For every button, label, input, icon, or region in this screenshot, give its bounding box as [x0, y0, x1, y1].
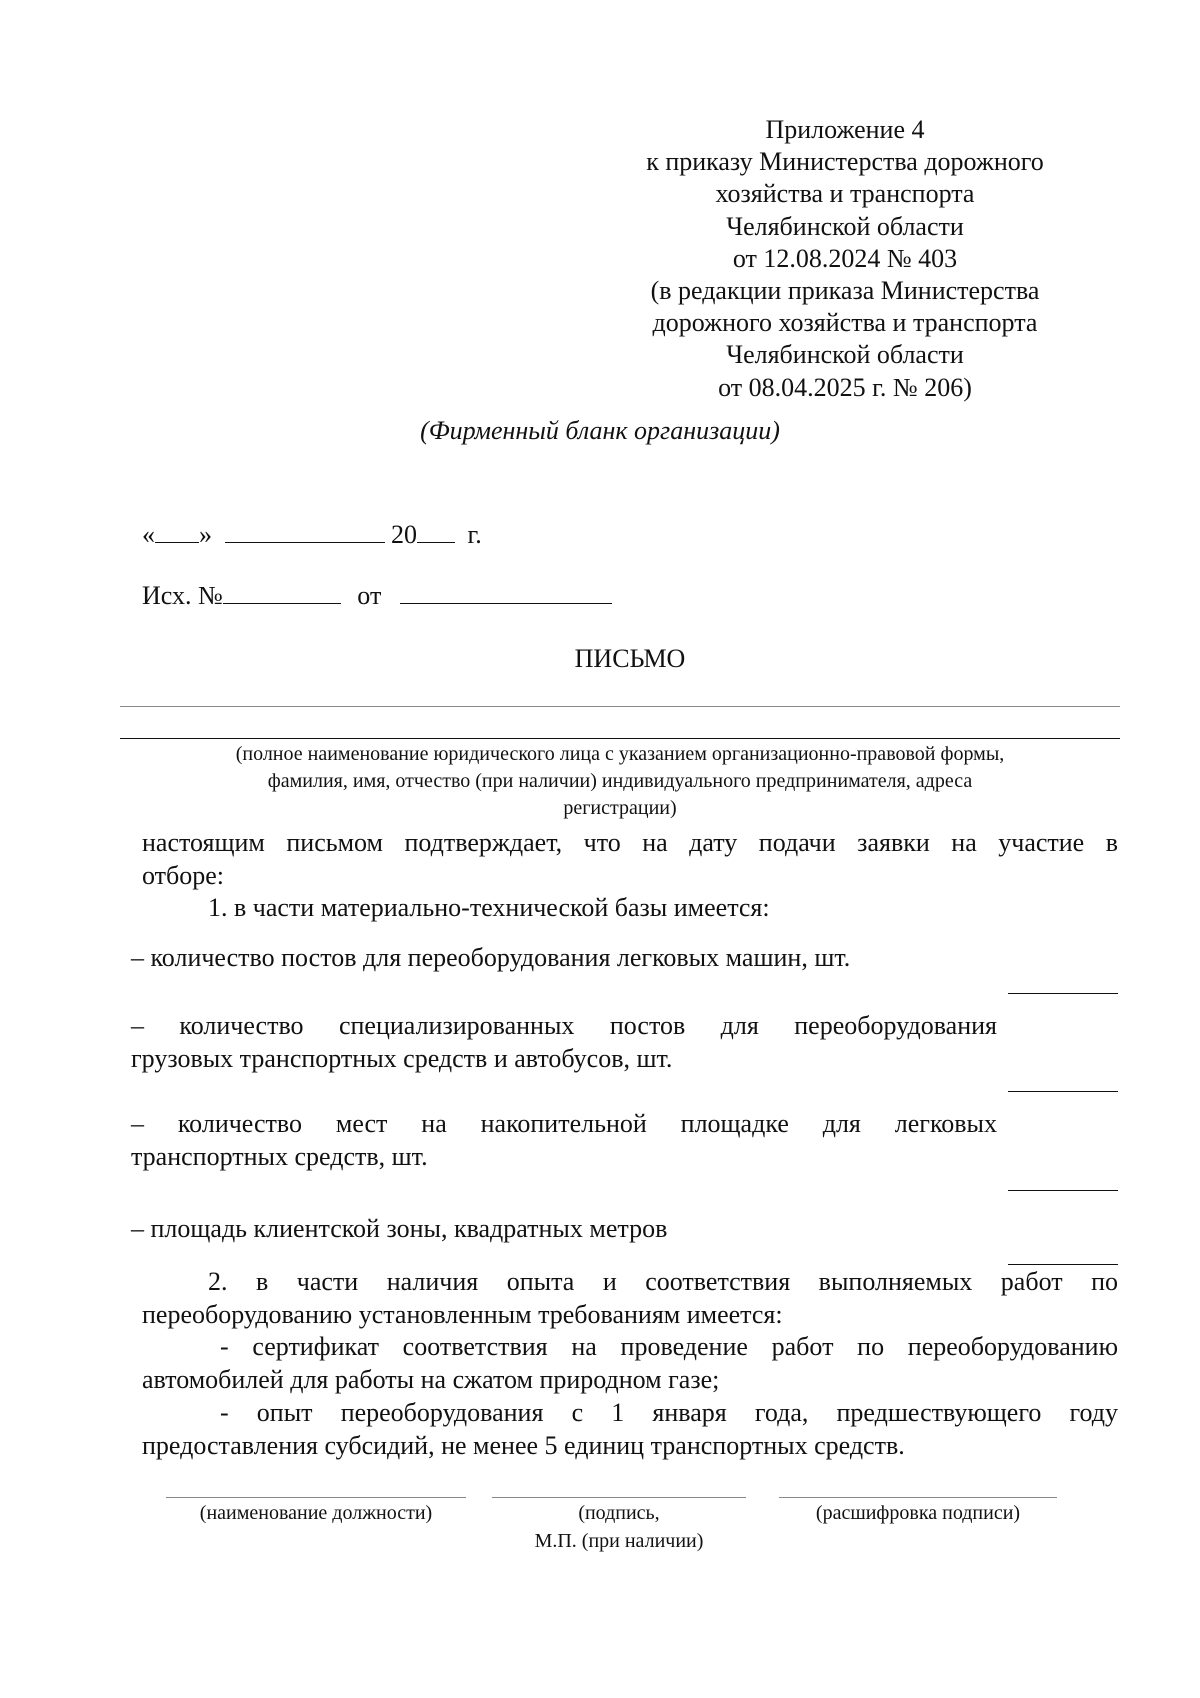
year-prefix: 20 [391, 520, 417, 549]
experience-item: предоставления субсидий, не менее 5 единиц транспортных средств. [142, 1431, 905, 1460]
header-line: от 08.04.2025 г. № 206) [718, 372, 972, 402]
special-posts-label: – количество специализированных постов для переоборудования [131, 1011, 997, 1040]
outgoing-date-blank[interactable] [400, 577, 612, 604]
outgoing-number-line [142, 577, 612, 612]
caption-line: фамилия, имя, отчество (при наличии) индивидуального предпринимателя, адреса [267, 770, 973, 792]
section-2-heading: 2. в части наличия опыта и соответствия выполняемых работ по [208, 1267, 1118, 1296]
header-line: к приказу Министерства дорожного [646, 147, 1044, 177]
letterhead-placeholder: (Фирменный бланк организации) [420, 416, 780, 445]
posts-light-vehicles-label: – количество постов для переоборудования легковых машин, шт. [131, 943, 851, 972]
certificate-item: автомобилей для работы на сжатом природном газе; [142, 1365, 720, 1394]
signature-caption: (подпись, [578, 1502, 660, 1524]
signature-blank[interactable] [492, 1497, 746, 1498]
caption-line: регистрации) [563, 797, 677, 819]
stamp-caption: М.П. (при наличии) [534, 1530, 704, 1552]
experience-item: - опыт переоборудования с 1 января года, предшествующего году [220, 1398, 1118, 1427]
position-caption: (наименование должности) [199, 1502, 433, 1524]
header-line: от 12.08.2024 № 403 [732, 243, 958, 273]
header-line: Челябинской области [726, 340, 964, 370]
header-line: (в редакции приказа Министерства [650, 276, 1040, 306]
letter-title: ПИСЬМО [574, 644, 686, 673]
special-posts-label: грузовых транспортных средств и автобусов, шт. [131, 1044, 673, 1073]
header-line: хозяйства и транспорта [715, 179, 975, 209]
year-suffix: г. [467, 520, 482, 549]
posts-light-vehicles-blank[interactable] [1008, 993, 1118, 994]
storage-places-label: – количество мест на накопительной площадке для легковых [131, 1109, 997, 1138]
caption-line: (полное наименование юридического лица с указанием организационно-правовой формы, [235, 743, 1005, 765]
storage-places-label: транспортных средств, шт. [131, 1142, 428, 1171]
client-area-blank[interactable] [1008, 1264, 1118, 1265]
client-area-label: – площадь клиентской зоны, квадратных метров [131, 1214, 668, 1243]
month-blank[interactable] [225, 516, 385, 543]
open-quote: « [142, 520, 155, 549]
section-2-heading: переоборудованию установленным требованиям имеется: [142, 1300, 783, 1329]
entity-name-line[interactable] [120, 706, 1120, 707]
entity-caption [120, 741, 1120, 822]
outgoing-label: Исх. № [142, 581, 223, 610]
certificate-item: - сертификат соответствия на проведение работ по переоборудованию [220, 1332, 1118, 1361]
header-line: Приложение 4 [765, 115, 925, 144]
section-1-heading: 1. в части материально-технической базы имеется: [208, 893, 770, 922]
close-quote: » [199, 520, 212, 549]
appendix-header [560, 114, 1130, 404]
outgoing-number-blank[interactable] [223, 577, 341, 604]
day-blank[interactable] [155, 516, 199, 543]
date-line [142, 516, 482, 551]
outgoing-from-label: от [357, 581, 382, 610]
decode-blank[interactable] [779, 1497, 1057, 1498]
entity-name-line[interactable] [120, 738, 1120, 739]
year-blank[interactable] [417, 516, 455, 543]
decode-caption: (расшифровка подписи) [815, 1502, 1021, 1524]
storage-places-blank[interactable] [1008, 1190, 1118, 1191]
intro-line: отборе: [142, 861, 225, 890]
intro-line: настоящим письмом подтверждает, что на дату подачи заявки на участие в [142, 828, 1118, 857]
special-posts-blank[interactable] [1008, 1091, 1118, 1092]
header-line: дорожного хозяйства и транспорта [652, 308, 1038, 338]
position-blank[interactable] [166, 1497, 466, 1498]
header-line: Челябинской области [726, 211, 964, 241]
